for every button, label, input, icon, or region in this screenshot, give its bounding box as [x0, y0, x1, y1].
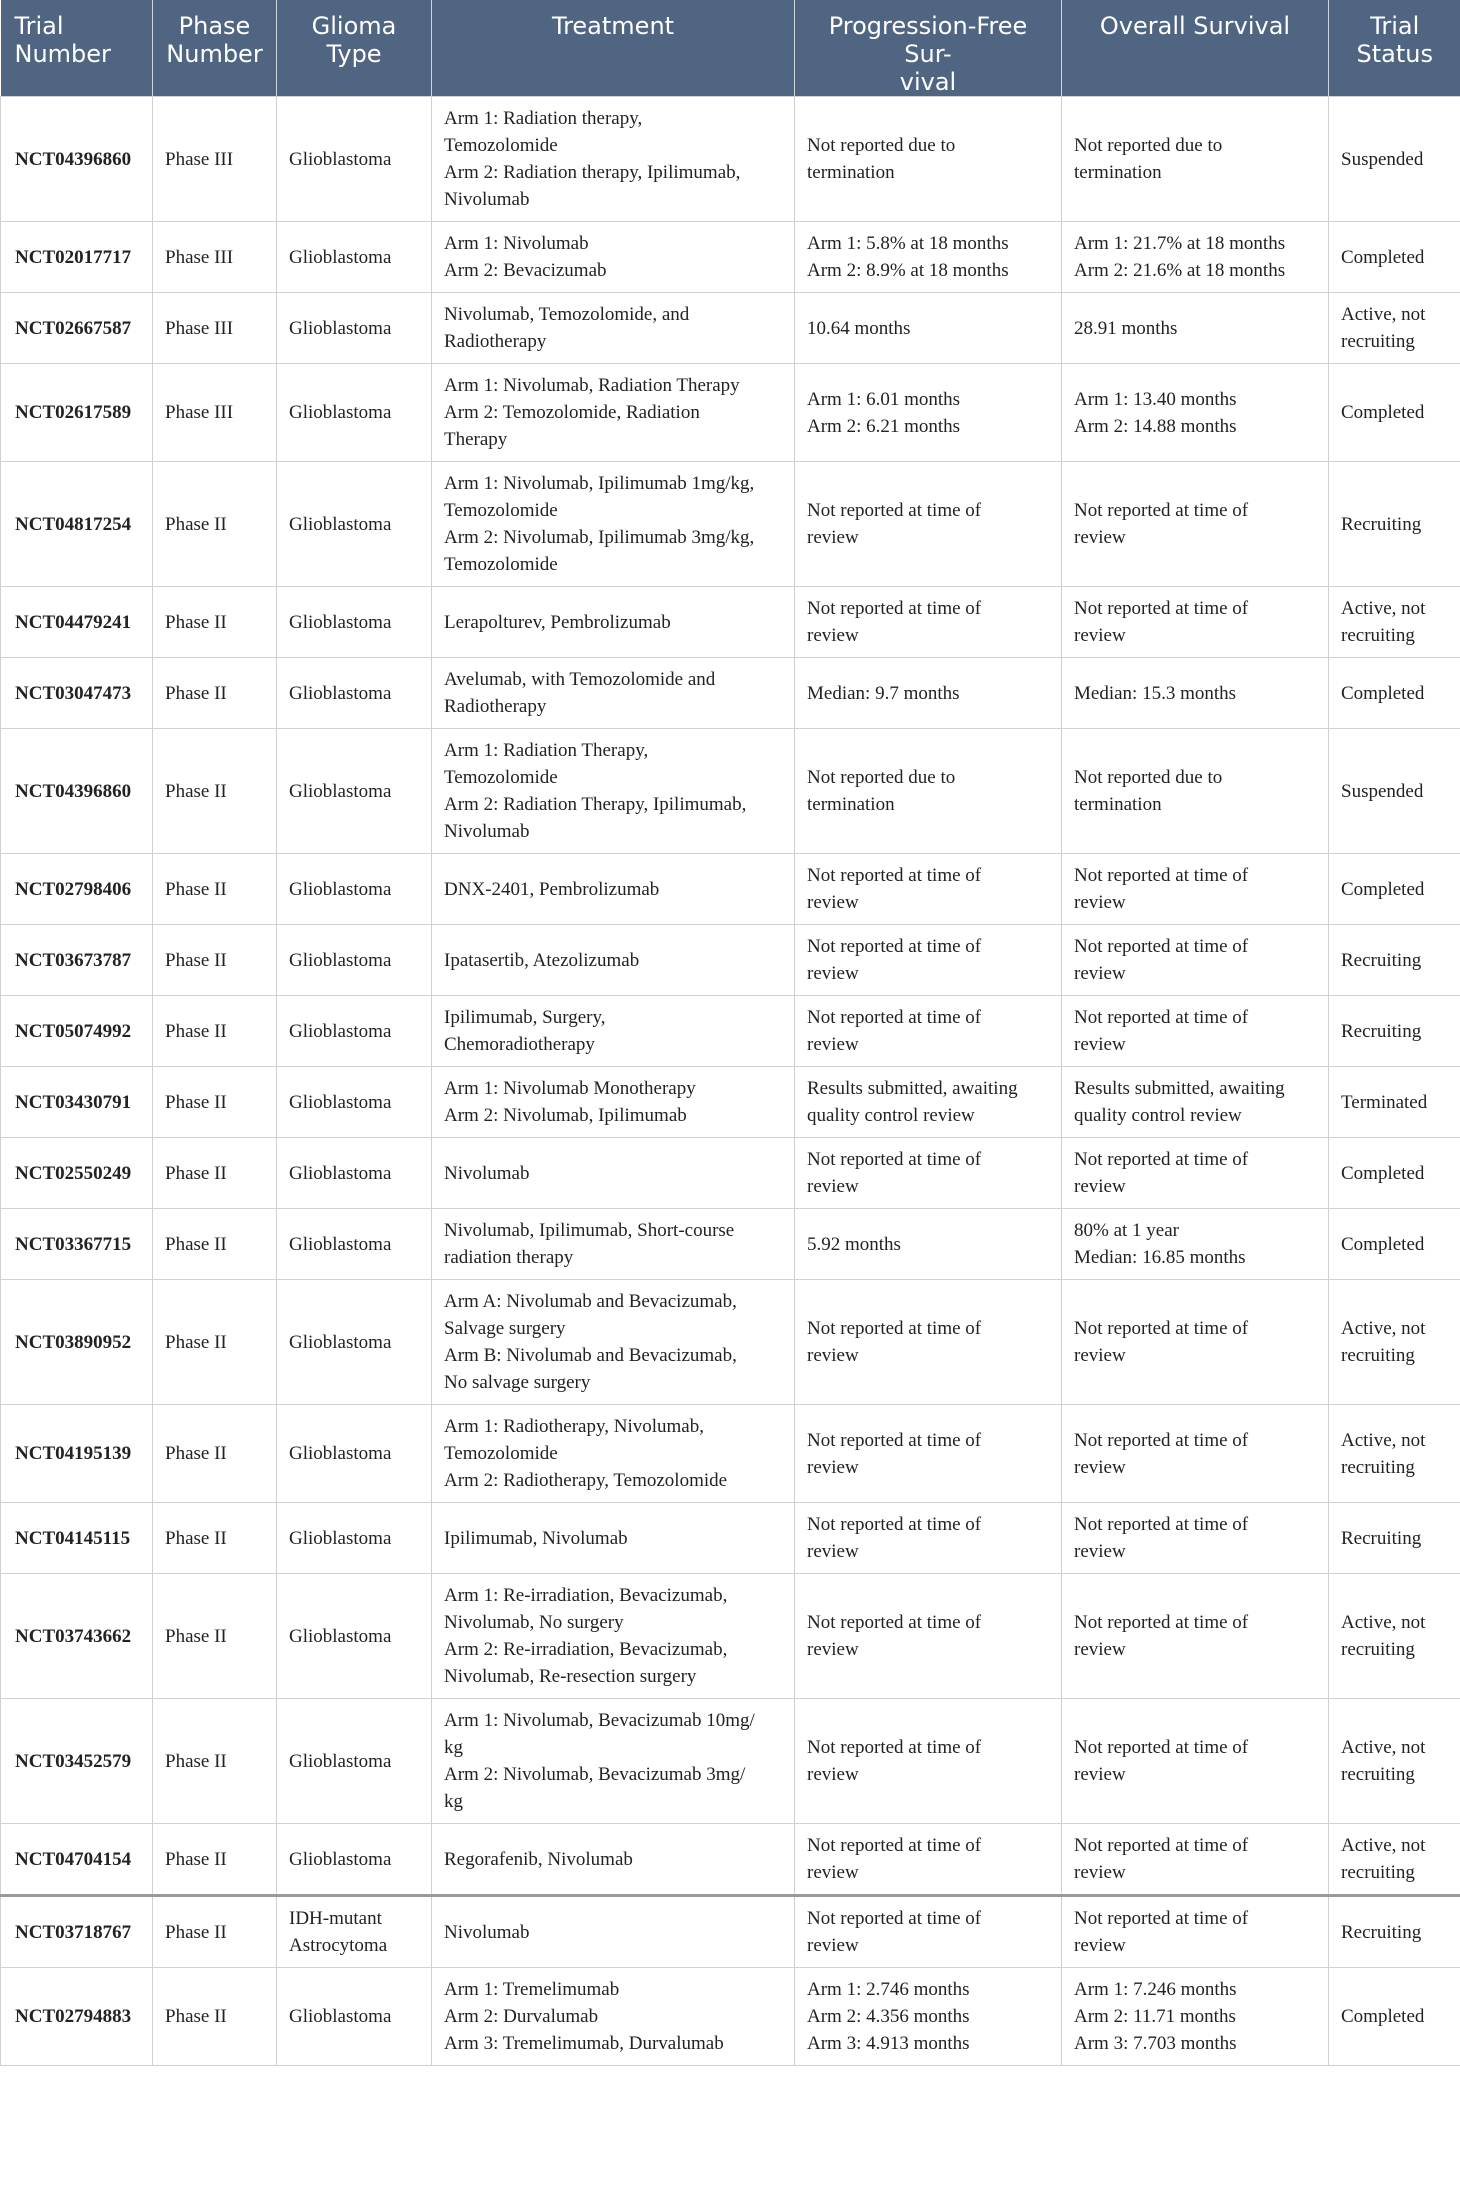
progression-free-survival-cell: Not reported at time of review	[795, 1699, 1062, 1824]
progression-free-survival-cell: 10.64 months	[795, 293, 1062, 364]
progression-free-survival-cell: Not reported at time of review	[795, 1138, 1062, 1209]
glioma-type-cell: Glioblastoma	[277, 925, 432, 996]
progression-free-survival-cell: Not reported at time of review	[795, 1280, 1062, 1405]
overall-survival-cell: Not reported at time of review	[1062, 1138, 1329, 1209]
progression-free-survival-cell: Not reported at time of review	[795, 996, 1062, 1067]
overall-survival-cell: 80% at 1 year Median: 16.85 months	[1062, 1209, 1329, 1280]
phase-number-cell: Phase II	[153, 1138, 277, 1209]
treatment-cell: Ipilimumab, Surgery, Chemoradiotherapy	[432, 996, 795, 1067]
glioma-type-cell: Glioblastoma	[277, 462, 432, 587]
glioma-type-cell: Glioblastoma	[277, 658, 432, 729]
phase-number-cell: Phase II	[153, 1280, 277, 1405]
phase-number-cell: Phase II	[153, 854, 277, 925]
overall-survival-cell: Not reported at time of review	[1062, 1699, 1329, 1824]
table-row	[1, 1405, 1460, 1503]
trial-number-cell: NCT03718767	[1, 1896, 153, 1968]
phase-number-cell: Phase II	[153, 658, 277, 729]
table-row	[1, 97, 1460, 222]
treatment-cell: Ipatasertib, Atezolizumab	[432, 925, 795, 996]
treatment-cell: Lerapolturev, Pembrolizumab	[432, 587, 795, 658]
treatment-cell: Arm 1: Tremelimumab Arm 2: Durvalumab Arm 3: Tremelimumab, Durvalumab	[432, 1968, 795, 2066]
trial-number-cell: NCT02017717	[1, 222, 153, 293]
phase-number-cell: Phase II	[153, 1405, 277, 1503]
glioma-type-cell: Glioblastoma	[277, 1405, 432, 1503]
progression-free-survival-cell: Not reported at time of review	[795, 1405, 1062, 1503]
overall-survival-cell: Not reported at time of review	[1062, 462, 1329, 587]
table-row	[1, 1968, 1460, 2066]
trial-status-cell: Recruiting	[1329, 462, 1460, 587]
phase-number-cell: Phase II	[153, 1968, 277, 2066]
trial-status-cell: Completed	[1329, 854, 1460, 925]
glioma-type-cell: Glioblastoma	[277, 1824, 432, 1896]
treatment-cell: Arm 1: Re-irradiation, Bevacizumab, Nivolumab, No surgery Arm 2: Re-irradiation, Bevacizumab, Nivolumab, Re-resection surgery	[432, 1574, 795, 1699]
progression-free-survival-cell: Not reported at time of review	[795, 587, 1062, 658]
phase-number-cell: Phase II	[153, 587, 277, 658]
phase-number-cell: Phase II	[153, 729, 277, 854]
progression-free-survival-cell: Arm 1: 2.746 months Arm 2: 4.356 months Arm 3: 4.913 months	[795, 1968, 1062, 2066]
overall-survival-cell: Not reported at time of review	[1062, 1503, 1329, 1574]
trial-status-cell: Active, not recruiting	[1329, 1280, 1460, 1405]
trial-number-cell: NCT05074992	[1, 996, 153, 1067]
glioma-type-cell: Glioblastoma	[277, 1699, 432, 1824]
table-row	[1, 462, 1460, 587]
trial-status-cell: Completed	[1329, 1968, 1460, 2066]
trial-number-cell: NCT02550249	[1, 1138, 153, 1209]
glioma-type-cell: Glioblastoma	[277, 222, 432, 293]
table-body	[1, 97, 1460, 2066]
overall-survival-cell: Not reported at time of review	[1062, 1896, 1329, 1968]
trial-status-cell: Recruiting	[1329, 996, 1460, 1067]
header-overall-survival: Overall Survival	[1062, 0, 1329, 97]
progression-free-survival-cell: Median: 9.7 months	[795, 658, 1062, 729]
progression-free-survival-cell: Not reported at time of review	[795, 462, 1062, 587]
progression-free-survival-cell: Arm 1: 5.8% at 18 months Arm 2: 8.9% at 18 months	[795, 222, 1062, 293]
trial-number-cell: NCT04704154	[1, 1824, 153, 1896]
table-row	[1, 1138, 1460, 1209]
header-treatment: Treatment	[432, 0, 795, 97]
header-glioma-type: Glioma Type	[277, 0, 432, 97]
trial-number-cell: NCT03367715	[1, 1209, 153, 1280]
table-row	[1, 1574, 1460, 1699]
trial-number-cell: NCT04396860	[1, 97, 153, 222]
overall-survival-cell: Results submitted, awaiting quality control review	[1062, 1067, 1329, 1138]
phase-number-cell: Phase II	[153, 1209, 277, 1280]
trial-status-cell: Active, not recruiting	[1329, 587, 1460, 658]
treatment-cell: Nivolumab, Ipilimumab, Short-course radiation therapy	[432, 1209, 795, 1280]
phase-number-cell: Phase II	[153, 1067, 277, 1138]
treatment-cell: Nivolumab, Temozolomide, and Radiotherapy	[432, 293, 795, 364]
trial-status-cell: Completed	[1329, 222, 1460, 293]
progression-free-survival-cell: Not reported at time of review	[795, 1503, 1062, 1574]
trial-number-cell: NCT03890952	[1, 1280, 153, 1405]
phase-number-cell: Phase II	[153, 925, 277, 996]
treatment-cell: Nivolumab	[432, 1138, 795, 1209]
treatment-cell: Arm 1: Radiotherapy, Nivolumab, Temozolomide Arm 2: Radiotherapy, Temozolomide	[432, 1405, 795, 1503]
header-progression-free-survival: Progression-Free Sur- vival	[795, 0, 1062, 97]
glioma-type-cell: Glioblastoma	[277, 729, 432, 854]
trial-status-cell: Recruiting	[1329, 1503, 1460, 1574]
header-trial-status: Trial Status	[1329, 0, 1460, 97]
progression-free-survival-cell: Not reported at time of review	[795, 1574, 1062, 1699]
glioma-type-cell: Glioblastoma	[277, 1280, 432, 1405]
table-row	[1, 854, 1460, 925]
phase-number-cell: Phase II	[153, 1824, 277, 1896]
table-row	[1, 1280, 1460, 1405]
phase-number-cell: Phase II	[153, 996, 277, 1067]
treatment-cell: Arm 1: Nivolumab Arm 2: Bevacizumab	[432, 222, 795, 293]
glioma-type-cell: Glioblastoma	[277, 854, 432, 925]
trial-status-cell: Active, not recruiting	[1329, 1405, 1460, 1503]
treatment-cell: Avelumab, with Temozolomide and Radiotherapy	[432, 658, 795, 729]
trial-status-cell: Completed	[1329, 1138, 1460, 1209]
trial-number-cell: NCT03743662	[1, 1574, 153, 1699]
progression-free-survival-cell: Results submitted, awaiting quality control review	[795, 1067, 1062, 1138]
progression-free-survival-cell: Not reported at time of review	[795, 854, 1062, 925]
trial-number-cell: NCT04396860	[1, 729, 153, 854]
table-row	[1, 1067, 1460, 1138]
trial-status-cell: Completed	[1329, 1209, 1460, 1280]
overall-survival-cell: Arm 1: 21.7% at 18 months Arm 2: 21.6% at 18 months	[1062, 222, 1329, 293]
glioma-type-cell: Glioblastoma	[277, 1574, 432, 1699]
trial-number-cell: NCT04479241	[1, 587, 153, 658]
table-header	[1, 0, 1460, 97]
header-row	[1, 0, 1460, 97]
table-row	[1, 925, 1460, 996]
treatment-cell: Nivolumab	[432, 1896, 795, 1968]
glioma-type-cell: Glioblastoma	[277, 364, 432, 462]
treatment-cell: Regorafenib, Nivolumab	[432, 1824, 795, 1896]
table-row	[1, 222, 1460, 293]
glioma-type-cell: Glioblastoma	[277, 587, 432, 658]
trial-number-cell: NCT02794883	[1, 1968, 153, 2066]
table-row	[1, 729, 1460, 854]
overall-survival-cell: Arm 1: 7.246 months Arm 2: 11.71 months Arm 3: 7.703 months	[1062, 1968, 1329, 2066]
table-row	[1, 1699, 1460, 1824]
treatment-cell: Arm 1: Nivolumab, Bevacizumab 10mg/ kg Arm 2: Nivolumab, Bevacizumab 3mg/ kg	[432, 1699, 795, 1824]
trial-number-cell: NCT03673787	[1, 925, 153, 996]
trial-status-cell: Suspended	[1329, 97, 1460, 222]
treatment-cell: Arm 1: Nivolumab, Radiation Therapy Arm 2: Temozolomide, Radiation Therapy	[432, 364, 795, 462]
glioma-type-cell: IDH-mutant Astrocytoma	[277, 1896, 432, 1968]
glioma-type-cell: Glioblastoma	[277, 97, 432, 222]
glioma-type-cell: Glioblastoma	[277, 1138, 432, 1209]
header-phase-number: Phase Number	[153, 0, 277, 97]
overall-survival-cell: 28.91 months	[1062, 293, 1329, 364]
trial-status-cell: Active, not recruiting	[1329, 1699, 1460, 1824]
trial-status-cell: Recruiting	[1329, 925, 1460, 996]
trial-status-cell: Active, not recruiting	[1329, 293, 1460, 364]
trial-number-cell: NCT04817254	[1, 462, 153, 587]
progression-free-survival-cell: Not reported due to termination	[795, 729, 1062, 854]
treatment-cell: DNX-2401, Pembrolizumab	[432, 854, 795, 925]
overall-survival-cell: Not reported due to termination	[1062, 729, 1329, 854]
phase-number-cell: Phase II	[153, 462, 277, 587]
glioma-type-cell: Glioblastoma	[277, 1209, 432, 1280]
phase-number-cell: Phase II	[153, 1503, 277, 1574]
table-row	[1, 1503, 1460, 1574]
trial-status-cell: Recruiting	[1329, 1896, 1460, 1968]
progression-free-survival-cell: Not reported at time of review	[795, 1896, 1062, 1968]
glioma-type-cell: Glioblastoma	[277, 1067, 432, 1138]
glioma-type-cell: Glioblastoma	[277, 1503, 432, 1574]
progression-free-survival-cell: Not reported at time of review	[795, 925, 1062, 996]
trial-number-cell: NCT04195139	[1, 1405, 153, 1503]
glioma-type-cell: Glioblastoma	[277, 293, 432, 364]
trial-status-cell: Active, not recruiting	[1329, 1574, 1460, 1699]
overall-survival-cell: Not reported at time of review	[1062, 854, 1329, 925]
phase-number-cell: Phase III	[153, 97, 277, 222]
treatment-cell: Arm 1: Radiation Therapy, Temozolomide Arm 2: Radiation Therapy, Ipilimumab, Nivolumab	[432, 729, 795, 854]
overall-survival-cell: Not reported at time of review	[1062, 587, 1329, 658]
progression-free-survival-cell: Not reported at time of review	[795, 1824, 1062, 1896]
table-row	[1, 996, 1460, 1067]
table-row	[1, 587, 1460, 658]
overall-survival-cell: Not reported at time of review	[1062, 925, 1329, 996]
table-row	[1, 1896, 1460, 1968]
overall-survival-cell: Not reported due to termination	[1062, 97, 1329, 222]
glioma-type-cell: Glioblastoma	[277, 1968, 432, 2066]
treatment-cell: Arm 1: Nivolumab Monotherapy Arm 2: Nivolumab, Ipilimumab	[432, 1067, 795, 1138]
progression-free-survival-cell: Not reported due to termination	[795, 97, 1062, 222]
table-row	[1, 293, 1460, 364]
table-row	[1, 1824, 1460, 1896]
trial-status-cell: Completed	[1329, 364, 1460, 462]
trial-number-cell: NCT03047473	[1, 658, 153, 729]
table-row	[1, 1209, 1460, 1280]
trial-number-cell: NCT02617589	[1, 364, 153, 462]
phase-number-cell: Phase III	[153, 222, 277, 293]
trial-number-cell: NCT04145115	[1, 1503, 153, 1574]
trial-status-cell: Terminated	[1329, 1067, 1460, 1138]
overall-survival-cell: Not reported at time of review	[1062, 1824, 1329, 1896]
trial-number-cell: NCT02667587	[1, 293, 153, 364]
trial-status-cell: Active, not recruiting	[1329, 1824, 1460, 1896]
trial-number-cell: NCT03452579	[1, 1699, 153, 1824]
table-row	[1, 364, 1460, 462]
trial-number-cell: NCT03430791	[1, 1067, 153, 1138]
overall-survival-cell: Median: 15.3 months	[1062, 658, 1329, 729]
overall-survival-cell: Not reported at time of review	[1062, 1574, 1329, 1699]
phase-number-cell: Phase II	[153, 1896, 277, 1968]
progression-free-survival-cell: Arm 1: 6.01 months Arm 2: 6.21 months	[795, 364, 1062, 462]
trial-status-cell: Suspended	[1329, 729, 1460, 854]
overall-survival-cell: Not reported at time of review	[1062, 1405, 1329, 1503]
phase-number-cell: Phase II	[153, 1699, 277, 1824]
overall-survival-cell: Not reported at time of review	[1062, 996, 1329, 1067]
phase-number-cell: Phase III	[153, 364, 277, 462]
table-row	[1, 658, 1460, 729]
trial-number-cell: NCT02798406	[1, 854, 153, 925]
treatment-cell: Ipilimumab, Nivolumab	[432, 1503, 795, 1574]
trial-status-cell: Completed	[1329, 658, 1460, 729]
phase-number-cell: Phase II	[153, 1574, 277, 1699]
overall-survival-cell: Arm 1: 13.40 months Arm 2: 14.88 months	[1062, 364, 1329, 462]
treatment-cell: Arm 1: Radiation therapy, Temozolomide Arm 2: Radiation therapy, Ipilimumab, Nivolumab	[432, 97, 795, 222]
overall-survival-cell: Not reported at time of review	[1062, 1280, 1329, 1405]
progression-free-survival-cell: 5.92 months	[795, 1209, 1062, 1280]
treatment-cell: Arm 1: Nivolumab, Ipilimumab 1mg/kg, Temozolomide Arm 2: Nivolumab, Ipilimumab 3mg/kg, Temozolomide	[432, 462, 795, 587]
treatment-cell: Arm A: Nivolumab and Bevacizumab, Salvage surgery Arm B: Nivolumab and Bevacizumab, No salvage surgery	[432, 1280, 795, 1405]
phase-number-cell: Phase III	[153, 293, 277, 364]
header-trial-number: Trial Number	[1, 0, 153, 97]
glioma-type-cell: Glioblastoma	[277, 996, 432, 1067]
